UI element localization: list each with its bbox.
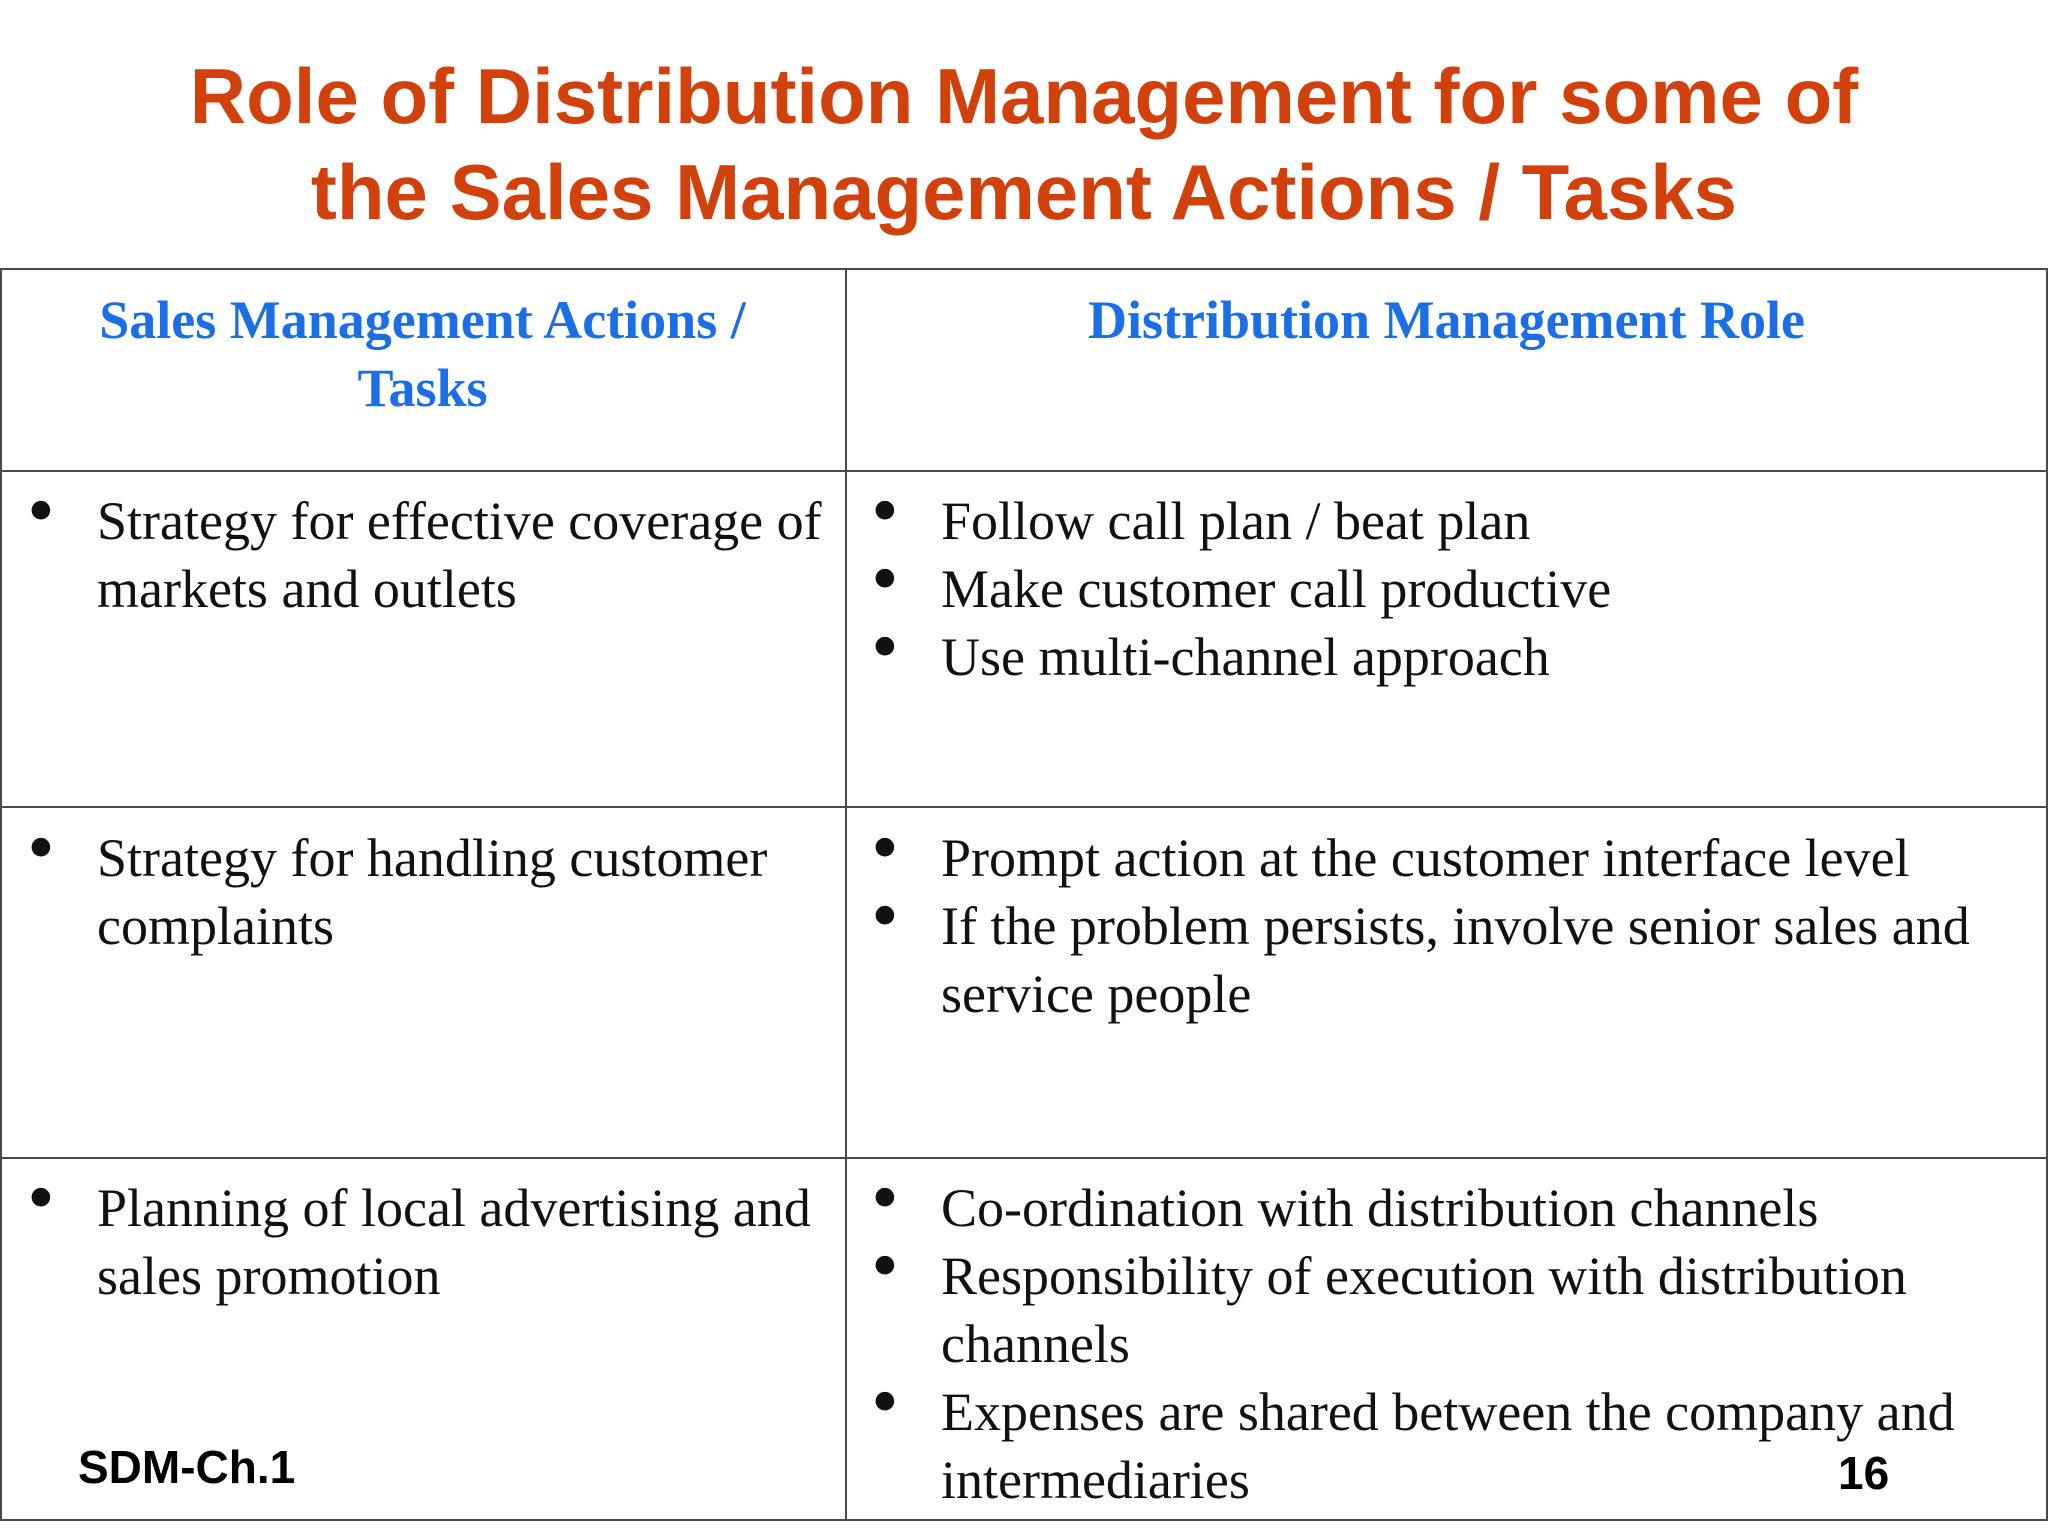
table-divider-row-2 [0, 1157, 2048, 1159]
slide-title-line-1: Role of Distribution Management for some of [189, 52, 1859, 140]
table-divider-column [845, 268, 847, 1521]
list-item: • Expenses are shared between the company and intermediaries [866, 1378, 2031, 1514]
list-item: • Co-ordination with distribution channels [866, 1174, 2031, 1242]
table-row-1-roles [866, 487, 2036, 691]
list-item: • Use multi-channel approach [866, 623, 2036, 691]
list-item: • Make customer call productive [866, 555, 2036, 623]
list-item: • Follow call plan / beat plan [866, 487, 2036, 555]
table-row-2-action [22, 824, 822, 960]
list-item: • Strategy for effective coverage of markets and outlets [22, 487, 822, 623]
column-header-actions-line-2: Tasks [357, 358, 488, 418]
slide-title-line-2: the Sales Management Actions / Tasks [310, 148, 1738, 236]
page-number: 16 [1838, 1447, 1890, 1499]
list-item: • Strategy for handling customer complaints [22, 824, 822, 960]
list-item: • Planning of local advertising and sales promotion [22, 1174, 822, 1310]
table-divider-header [0, 470, 2048, 472]
table-row-2-roles [866, 824, 1976, 1028]
table-row-1-action [22, 487, 822, 623]
column-header-role [847, 286, 2046, 354]
table-border-bottom [0, 1519, 2048, 1521]
column-header-role-text: Distribution Management Role [1088, 290, 1805, 350]
list-item: • Responsibility of execution with distribution channels [866, 1242, 2031, 1378]
column-header-actions-line-1: Sales Management Actions / [99, 290, 746, 350]
table-border-left [0, 268, 2, 1521]
column-header-actions [0, 286, 845, 422]
table-border-top [0, 268, 2048, 270]
table-divider-row-1 [0, 806, 2048, 808]
footer-chapter-label: SDM-Ch.1 [78, 1441, 296, 1493]
list-item: • If the problem persists, involve senior sales and service people [866, 892, 1976, 1028]
table-row-3-action [22, 1174, 822, 1310]
list-item: • Prompt action at the customer interface level [866, 824, 1976, 892]
